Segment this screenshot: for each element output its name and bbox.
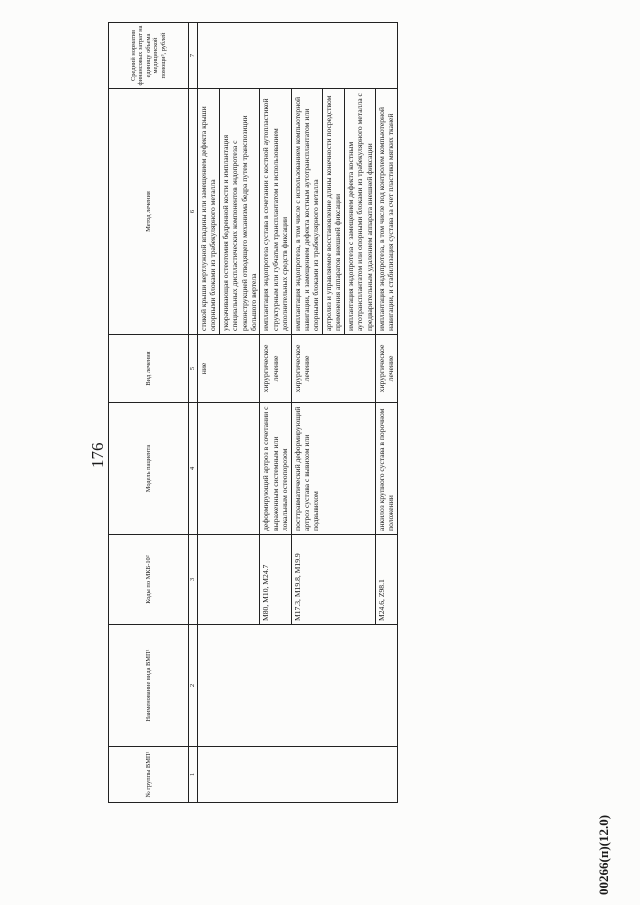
treatment-type-cell: ние [198, 335, 260, 403]
header-row [109, 23, 189, 803]
treatment-type-cell: хирургическое лечение [375, 335, 397, 403]
treatment-method-cell: укорачивающая остеотомия бедренной кости и имплантация специальных диспластических компонентов эндопротеза с реконструкцией отводящего механизма бедра путем транспозиции большого вертела [219, 89, 260, 335]
group-number-cell [198, 747, 398, 803]
col-number: 4 [189, 403, 198, 535]
col-number: 7 [189, 23, 198, 89]
header-cost-standard: Средний норматив финансовых затрат на единицу объема медицинской помощи³, рублей [109, 23, 189, 89]
header-vmp-name: Наименование вида ВМП¹ [109, 625, 189, 747]
col-number: 5 [189, 335, 198, 403]
treatment-method-cell: имплантация эндопротеза с замещением дефекта костным аутотрансплантатом или опорными блоками из трабекулярного металла с предварительным удалением аппарата внешней фиксации [344, 89, 375, 335]
col-number: 3 [189, 535, 198, 625]
treatment-type-cell: хирургическое лечение [291, 335, 375, 403]
column-number-row [189, 23, 198, 803]
patient-model-cell: анкилоз крупного сустава в порочном положении [375, 403, 397, 535]
vmp-name-cell [198, 625, 398, 747]
col-number: 6 [189, 89, 198, 335]
cost-cell [198, 23, 398, 89]
header-treatment-method: Метод лечения [109, 89, 189, 335]
treatment-table [108, 22, 398, 803]
treatment-method-cell: имплантация эндопротеза, в том числе под контролем компьютерной навигации, и стабилизация сустава за счет пластики мягких тканей [375, 89, 397, 335]
treatment-method-cell: стикой крыши вертлужной впадины или замещением дефекта крыши опорными блоками из трабекулярного металла [198, 89, 220, 335]
page-number: 176 [88, 442, 107, 468]
treatment-method-cell: артролиз и управляемое восстановление длины конечности посредством применения аппаратов внешней фиксации [322, 89, 344, 335]
treatment-method-cell: имплантация эндопротеза сустава в сочетании с костной аутопластикой структурным или губчатым трансплантатом и использованием дополнительных средств фиксации [260, 89, 291, 335]
treatment-type-cell: хирургическое лечение [260, 335, 291, 403]
icd-codes-cell: M80, M10, M24.7 [260, 535, 291, 625]
patient-model-cell: деформирующий артроз в сочетании с выраженным системным или локальным остеопорозом [260, 403, 291, 535]
col-number: 2 [189, 625, 198, 747]
patient-model-cell: посттравматический деформирующий артроз сустава с вывихом или подвывихом [291, 403, 375, 535]
treatment-method-cell: имплантация эндопротеза, в том числе с использованием компьютерной навигации, и замещением дефекта костным аутотрансплантатом или опорными блоками из трабекулярного металла [291, 89, 322, 335]
col-number: 1 [189, 747, 198, 803]
patient-model-cell [198, 403, 260, 535]
document-code: 00266(п)(12.0) [596, 814, 611, 895]
icd-codes-cell: M17.3, M19.8, M19.9 [291, 535, 375, 625]
header-treatment-type: Вид лечения [109, 335, 189, 403]
icd-codes-cell [198, 535, 260, 625]
icd-codes-cell: M24.6, Z98.1 [375, 535, 397, 625]
header-group-number: № группы ВМП¹ [109, 747, 189, 803]
header-patient-model: Модель пациента [109, 403, 189, 535]
table-row [198, 23, 220, 803]
header-icd-codes: Коды по МКБ-10² [109, 535, 189, 625]
